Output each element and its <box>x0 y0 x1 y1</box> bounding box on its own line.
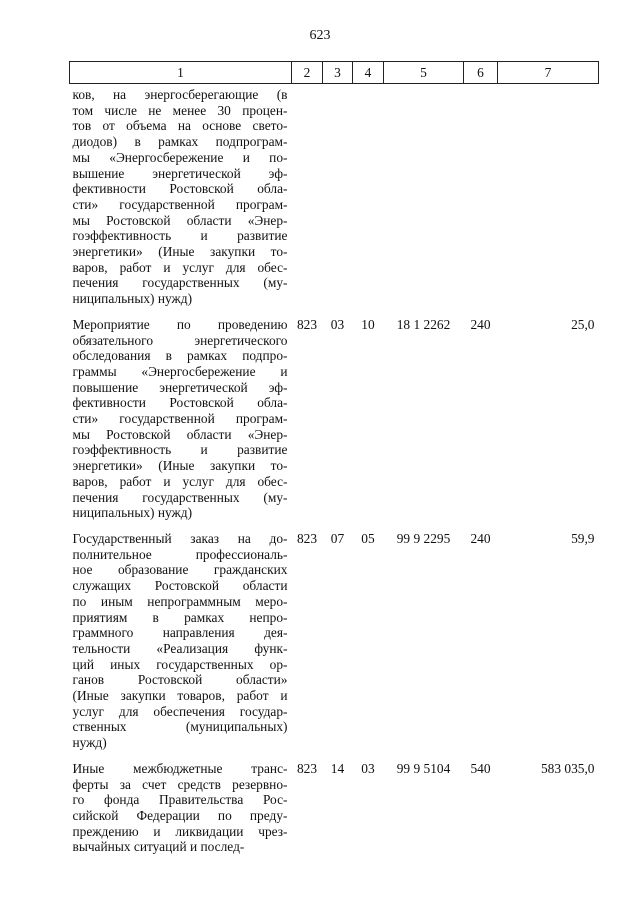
description-line: ниципальных) нужд) <box>72 291 193 307</box>
row-description <box>70 307 292 521</box>
description-line: сийской Федерации по преду- <box>72 807 288 823</box>
description-line: нужд) <box>72 735 107 751</box>
description-line: вычайных ситуаций и послед- <box>72 839 245 855</box>
column-header: 3 <box>323 62 353 84</box>
cell-amount <box>498 84 599 307</box>
cell-subsection <box>353 84 384 307</box>
description-line: по иным непрограммным меро- <box>72 593 288 609</box>
description-line: варов, работ и услуг для обес- <box>72 473 288 489</box>
description-line: печения государственных (му- <box>72 489 288 505</box>
description-line: Государственный заказ на до- <box>72 530 288 546</box>
cell-amount: 25,0 <box>571 316 595 332</box>
cell-expense-type: 540 <box>470 760 491 776</box>
description-line: обследования в рамках подпро- <box>72 348 288 364</box>
description-line: фективности Ростовской обла- <box>72 395 288 411</box>
table-row <box>70 307 599 521</box>
cell-section: 14 <box>330 760 345 776</box>
description-line: тов от объема на основе свето- <box>72 118 288 134</box>
description-line: варов, работ и услуг для обес- <box>72 259 288 275</box>
description-line: граммного направления дея- <box>72 625 288 641</box>
cell-subsection: 03 <box>361 760 375 776</box>
description-line: вышение энергетической эф- <box>72 165 288 181</box>
cell-subsection: 10 <box>361 316 375 332</box>
description-line: диодов) в рамках подпрограм- <box>72 134 288 150</box>
cell-target: 99 9 5104 <box>396 760 451 776</box>
description-line: ганов Ростовской области» <box>72 672 288 688</box>
description-line: ков, на энергосберегающие (в <box>72 87 288 102</box>
description-line: приятиям в рамках непро- <box>72 609 288 625</box>
description-line: гоэффективность и развитие <box>72 442 288 458</box>
column-header: 5 <box>384 62 464 84</box>
description-line: услуг для обеспечения государ- <box>72 703 288 719</box>
description-line: го фонда Правительства Рос- <box>72 792 288 808</box>
column-header: 7 <box>498 62 599 84</box>
row-description <box>70 521 292 751</box>
description-line: сти» государственной програм- <box>72 196 288 212</box>
cell-ministry <box>292 84 323 307</box>
description-line: фективности Ростовской обла- <box>72 181 288 197</box>
description-line: служащих Ростовской области <box>72 578 288 594</box>
cell-amount: 583 035,0 <box>540 760 595 776</box>
cell-target: 99 9 2295 <box>396 530 451 546</box>
cell-section: 07 <box>330 530 345 546</box>
description-line: печения государственных (му- <box>72 275 288 291</box>
cell-expense-type: 240 <box>470 316 491 332</box>
description-line: ферты за счет средств резервно- <box>72 776 288 792</box>
budget-table <box>69 61 599 855</box>
description-line: Мероприятие по проведению <box>72 316 288 332</box>
description-line: повышение энергетической эф- <box>72 379 288 395</box>
cell-subsection: 05 <box>361 530 375 546</box>
description-line: мы «Энергосбережение и по- <box>72 149 288 165</box>
description-line: обязательного энергетического <box>72 332 288 348</box>
description-line: полнительное профессиональ- <box>72 546 288 562</box>
cell-section <box>323 84 353 307</box>
description-line: ственных (муниципальных) <box>72 719 288 735</box>
table-row <box>70 84 599 307</box>
cell-section: 03 <box>330 316 345 332</box>
column-header: 1 <box>70 62 292 84</box>
description-line: мы Ростовской области «Энер- <box>72 212 288 228</box>
description-line: преждению и ликвидации чрез- <box>72 823 288 839</box>
cell-target: 18 1 2262 <box>396 316 451 332</box>
description-line: тельности «Реализация функ- <box>72 640 288 656</box>
description-line: (Иные закупки товаров, работ и <box>72 688 288 704</box>
row-description <box>70 84 292 307</box>
description-line: сти» государственной програм- <box>72 411 288 427</box>
description-line: граммы «Энергосбережение и <box>72 363 288 379</box>
column-header: 2 <box>292 62 323 84</box>
cell-ministry: 823 <box>296 530 318 546</box>
description-line: ное образование гражданских <box>72 562 288 578</box>
table-row <box>70 751 599 855</box>
description-line: Иные межбюджетные транс- <box>72 760 288 776</box>
description-line: ций иных государственных ор- <box>72 656 288 672</box>
header-row <box>70 62 599 84</box>
description-line: ниципальных) нужд) <box>72 505 193 521</box>
description-line: гоэффективность и развитие <box>72 228 288 244</box>
description-line: энергетики» (Иные закупки то- <box>72 244 288 260</box>
table-row <box>70 521 599 751</box>
row-description <box>70 751 292 855</box>
cell-ministry: 823 <box>296 316 318 332</box>
cell-ministry: 823 <box>296 760 318 776</box>
description-line: мы Ростовской области «Энер- <box>72 426 288 442</box>
description-line: том числе не менее 30 процен- <box>72 102 288 118</box>
column-header: 4 <box>353 62 384 84</box>
cell-expense-type: 240 <box>470 530 491 546</box>
cell-expense-type <box>464 84 498 307</box>
page-number: 623 <box>309 28 331 43</box>
description-line: энергетики» (Иные закупки то- <box>72 458 288 474</box>
cell-target <box>384 84 464 307</box>
cell-amount: 59,9 <box>571 530 595 546</box>
column-header: 6 <box>464 62 498 84</box>
